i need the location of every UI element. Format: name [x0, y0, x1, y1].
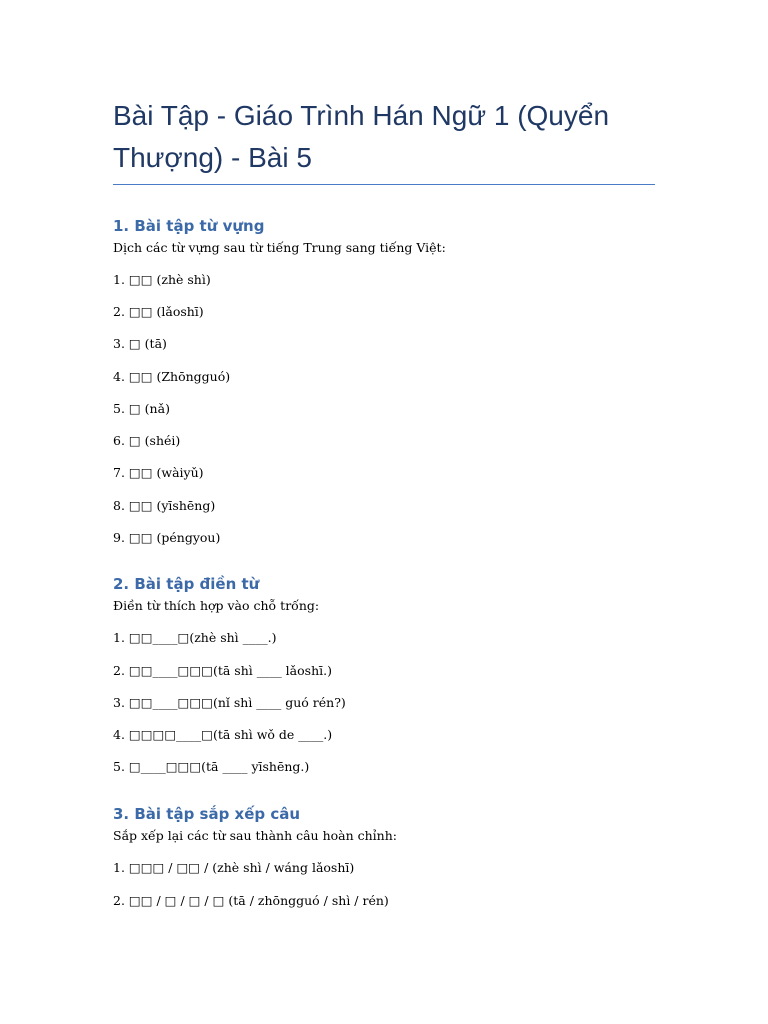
list-item: 9. □□ (péngyou) [113, 530, 221, 545]
list-item: 3. □□____□□□(nǐ shì ____ guó rén?) [113, 695, 346, 710]
section-instruction: Dịch các từ vựng sau từ tiếng Trung sang tiếng Việt: [113, 240, 446, 255]
section-heading: 3. Bài tập sắp xếp câu [113, 805, 301, 823]
list-item: 1. □□□ / □□ / (zhè shì / wáng lǎoshī) [113, 860, 355, 875]
list-item: 1. □□____□(zhè shì ____.) [113, 630, 277, 645]
section-fill-in [113, 574, 655, 775]
list-item: 2. □□ (lǎoshī) [113, 304, 204, 319]
section-heading: 1. Bài tập từ vựng [113, 217, 265, 235]
list-item: 3. □ (tā) [113, 336, 167, 351]
list-item: 4. □□□□____□(tā shì wǒ de ____.) [113, 727, 333, 742]
list-item: 4. □□ (Zhōngguó) [113, 369, 231, 384]
section-instruction: Sắp xếp lại các từ sau thành câu hoàn chỉnh: [113, 828, 397, 843]
document-title: Bài Tập - Giáo Trình Hán Ngữ 1 (Quyển Thượng) - Bài 5 [113, 95, 655, 185]
list-item: 2. □□____□□□(tā shì ____ lǎoshī.) [113, 663, 332, 678]
section-vocabulary [113, 216, 655, 546]
list-item: 1. □□ (zhè shì) [113, 272, 211, 287]
list-item: 5. □ (nǎ) [113, 401, 170, 416]
document-page [113, 95, 655, 909]
section-reorder [113, 804, 655, 909]
section-heading: 2. Bài tập điền từ [113, 575, 260, 593]
list-item: 7. □□ (wàiyǔ) [113, 465, 204, 480]
list-item: 2. □□ / □ / □ / □ (tā / zhōngguó / shì / rén) [113, 893, 389, 908]
section-instruction: Điền từ thích hợp vào chỗ trống: [113, 598, 320, 613]
list-item: 5. □____□□□(tā ____ yīshēng.) [113, 759, 310, 774]
list-item: 8. □□ (yīshēng) [113, 498, 216, 513]
list-item: 6. □ (shéi) [113, 433, 181, 448]
